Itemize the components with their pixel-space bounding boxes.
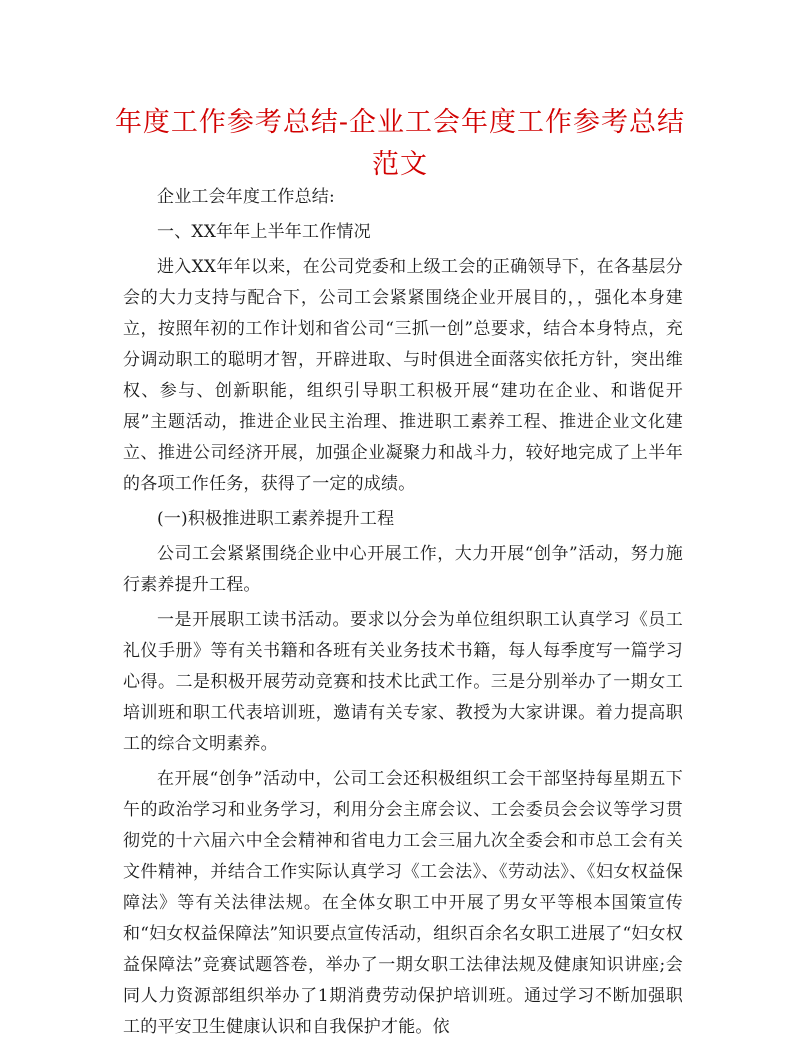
paragraph-overview: 进入XX年年以来，在公司党委和上级工会的正确领导下，在各基层分会的大力支持与配合下，公司工会紧紧围绕企业开展目的，，强化本身建立，按照年初的工作计划和省公司“三抓一创”总要求，结合本身特点，充分调动职工的聪明才智，开辟进取、与时俱进全面落实依托方针，突出维权、参与、创新职能，组织引导职工积极开展“建功在企业、和谐促开展”主题活动，推进企业民主治理、推进职工素养工程、推进企业文化建立、推进公司经济开展，加强企业凝聚力和战斗力，较好地完成了上半年的各项工作任务，获得了一定的成绩。 — [123, 257, 683, 494]
paragraph-creation-activity: 公司工会紧紧围绕企业中心开展工作，大力开展“创争”活动，努力施行素养提升工程。 — [123, 544, 683, 595]
document-title: 年度工作参考总结-企业工会年度工作参考总结范文 — [114, 107, 686, 180]
document-body — [123, 182, 683, 1043]
subsection-heading-1: (一)积极推进职工素养提升工程 — [157, 509, 395, 529]
paragraph-reading-activity: 一是开展职工读书活动。要求以分会为单位组织职工认真学习《员工礼仪手册》等有关书籍和各班有关业务技术书籍，每人每季度写一篇学习心得。二是积极开展劳动竞赛和技术比武工作。三是分别举办了一期女工培训班和职工代表培训班，邀请有关专家、教授为大家讲课。着力提高职工的综合文明素养。 — [123, 610, 683, 754]
section-heading-1: 一、XX年年上半年工作情况 — [157, 222, 371, 242]
intro-line: 企业工会年度工作总结: — [157, 187, 335, 207]
paragraph-study-activity: 在开展“创争”活动中，公司工会还积极组织工会干部坚持每星期五下午的政治学习和业务学习，利用分会主席会议、工会委员会会议等学习贯彻党的十六届六中全会精神和省电力工会三届九次全委会和市总工会有关文件精神，并结合工作实际认真学习《工会法》、《劳动法》、《妇女权益保障法》等有关法律法规。在全体女职工中开展了男女平等根本国策宣传和“妇女权益保障法”知识要点宣传活动，组织百余名女职工进展了“妇女权益保障法”竞赛试题答卷，举办了一期女职工法律法规及健康知识讲座;会同人力资源部组织举办了1期消费劳动保护培训班。通过学习不断加强职工的平安卫生健康认识和自我保护才能。依 — [123, 769, 683, 1037]
